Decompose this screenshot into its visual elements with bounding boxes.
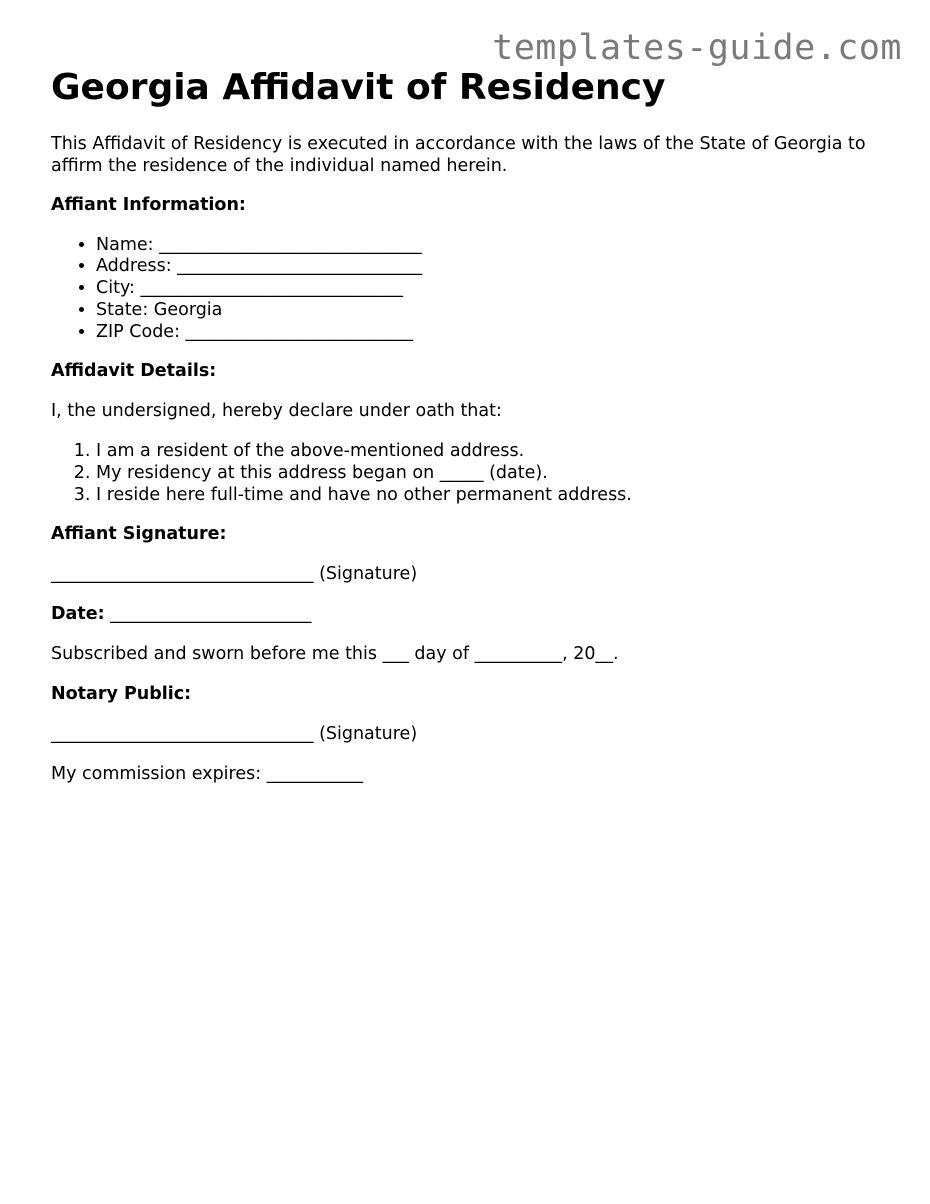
intro-paragraph: This Affidavit of Residency is executed in accordance with the laws of the State of Georgia to affirm the residence of the individual named herein. [51, 134, 866, 176]
sworn-statement: Subscribed and sworn before me this ___ day of __________, 20__. [51, 644, 619, 665]
commission-expires: My commission expires: ___________ [51, 763, 363, 784]
declaration-list [51, 441, 891, 506]
affiant-signature-line: ______________________________ (Signature) [51, 564, 418, 585]
date-line [51, 604, 891, 626]
affiant-information-heading: Affiant Information: [51, 195, 246, 215]
page-title: Georgia Affidavit of Residency [51, 67, 666, 108]
declaration-item: 3. I reside here full-time and have no other permanent address. [96, 485, 891, 507]
field-address: • Address: ____________________________ [96, 256, 891, 278]
affiant-information-list [51, 235, 891, 344]
date-label: Date: [51, 604, 105, 625]
field-state: • State: Georgia [96, 300, 891, 322]
notary-signature-line: ______________________________ (Signature) [51, 723, 418, 744]
affidavit-details-heading: Affidavit Details: [51, 361, 217, 382]
watermark: templates-guide.com [492, 28, 902, 68]
affiant-signature-heading: Affiant Signature: [51, 524, 227, 545]
date-blank: _______________________ [110, 604, 312, 625]
field-zip-code: • ZIP Code: __________________________ [96, 322, 891, 344]
declaration-item: 1. I am a resident of the above-mentioned address. [96, 441, 891, 463]
field-name: • Name: ______________________________ [96, 235, 891, 257]
field-city: • City: ______________________________ [96, 278, 891, 300]
declaration-text: I, the undersigned, hereby declare under oath that: [51, 401, 502, 422]
declaration-item: 2. My residency at this address began on _____ (date). [96, 463, 891, 485]
notary-public-heading: Notary Public: [51, 683, 192, 704]
document-page [51, 64, 891, 785]
